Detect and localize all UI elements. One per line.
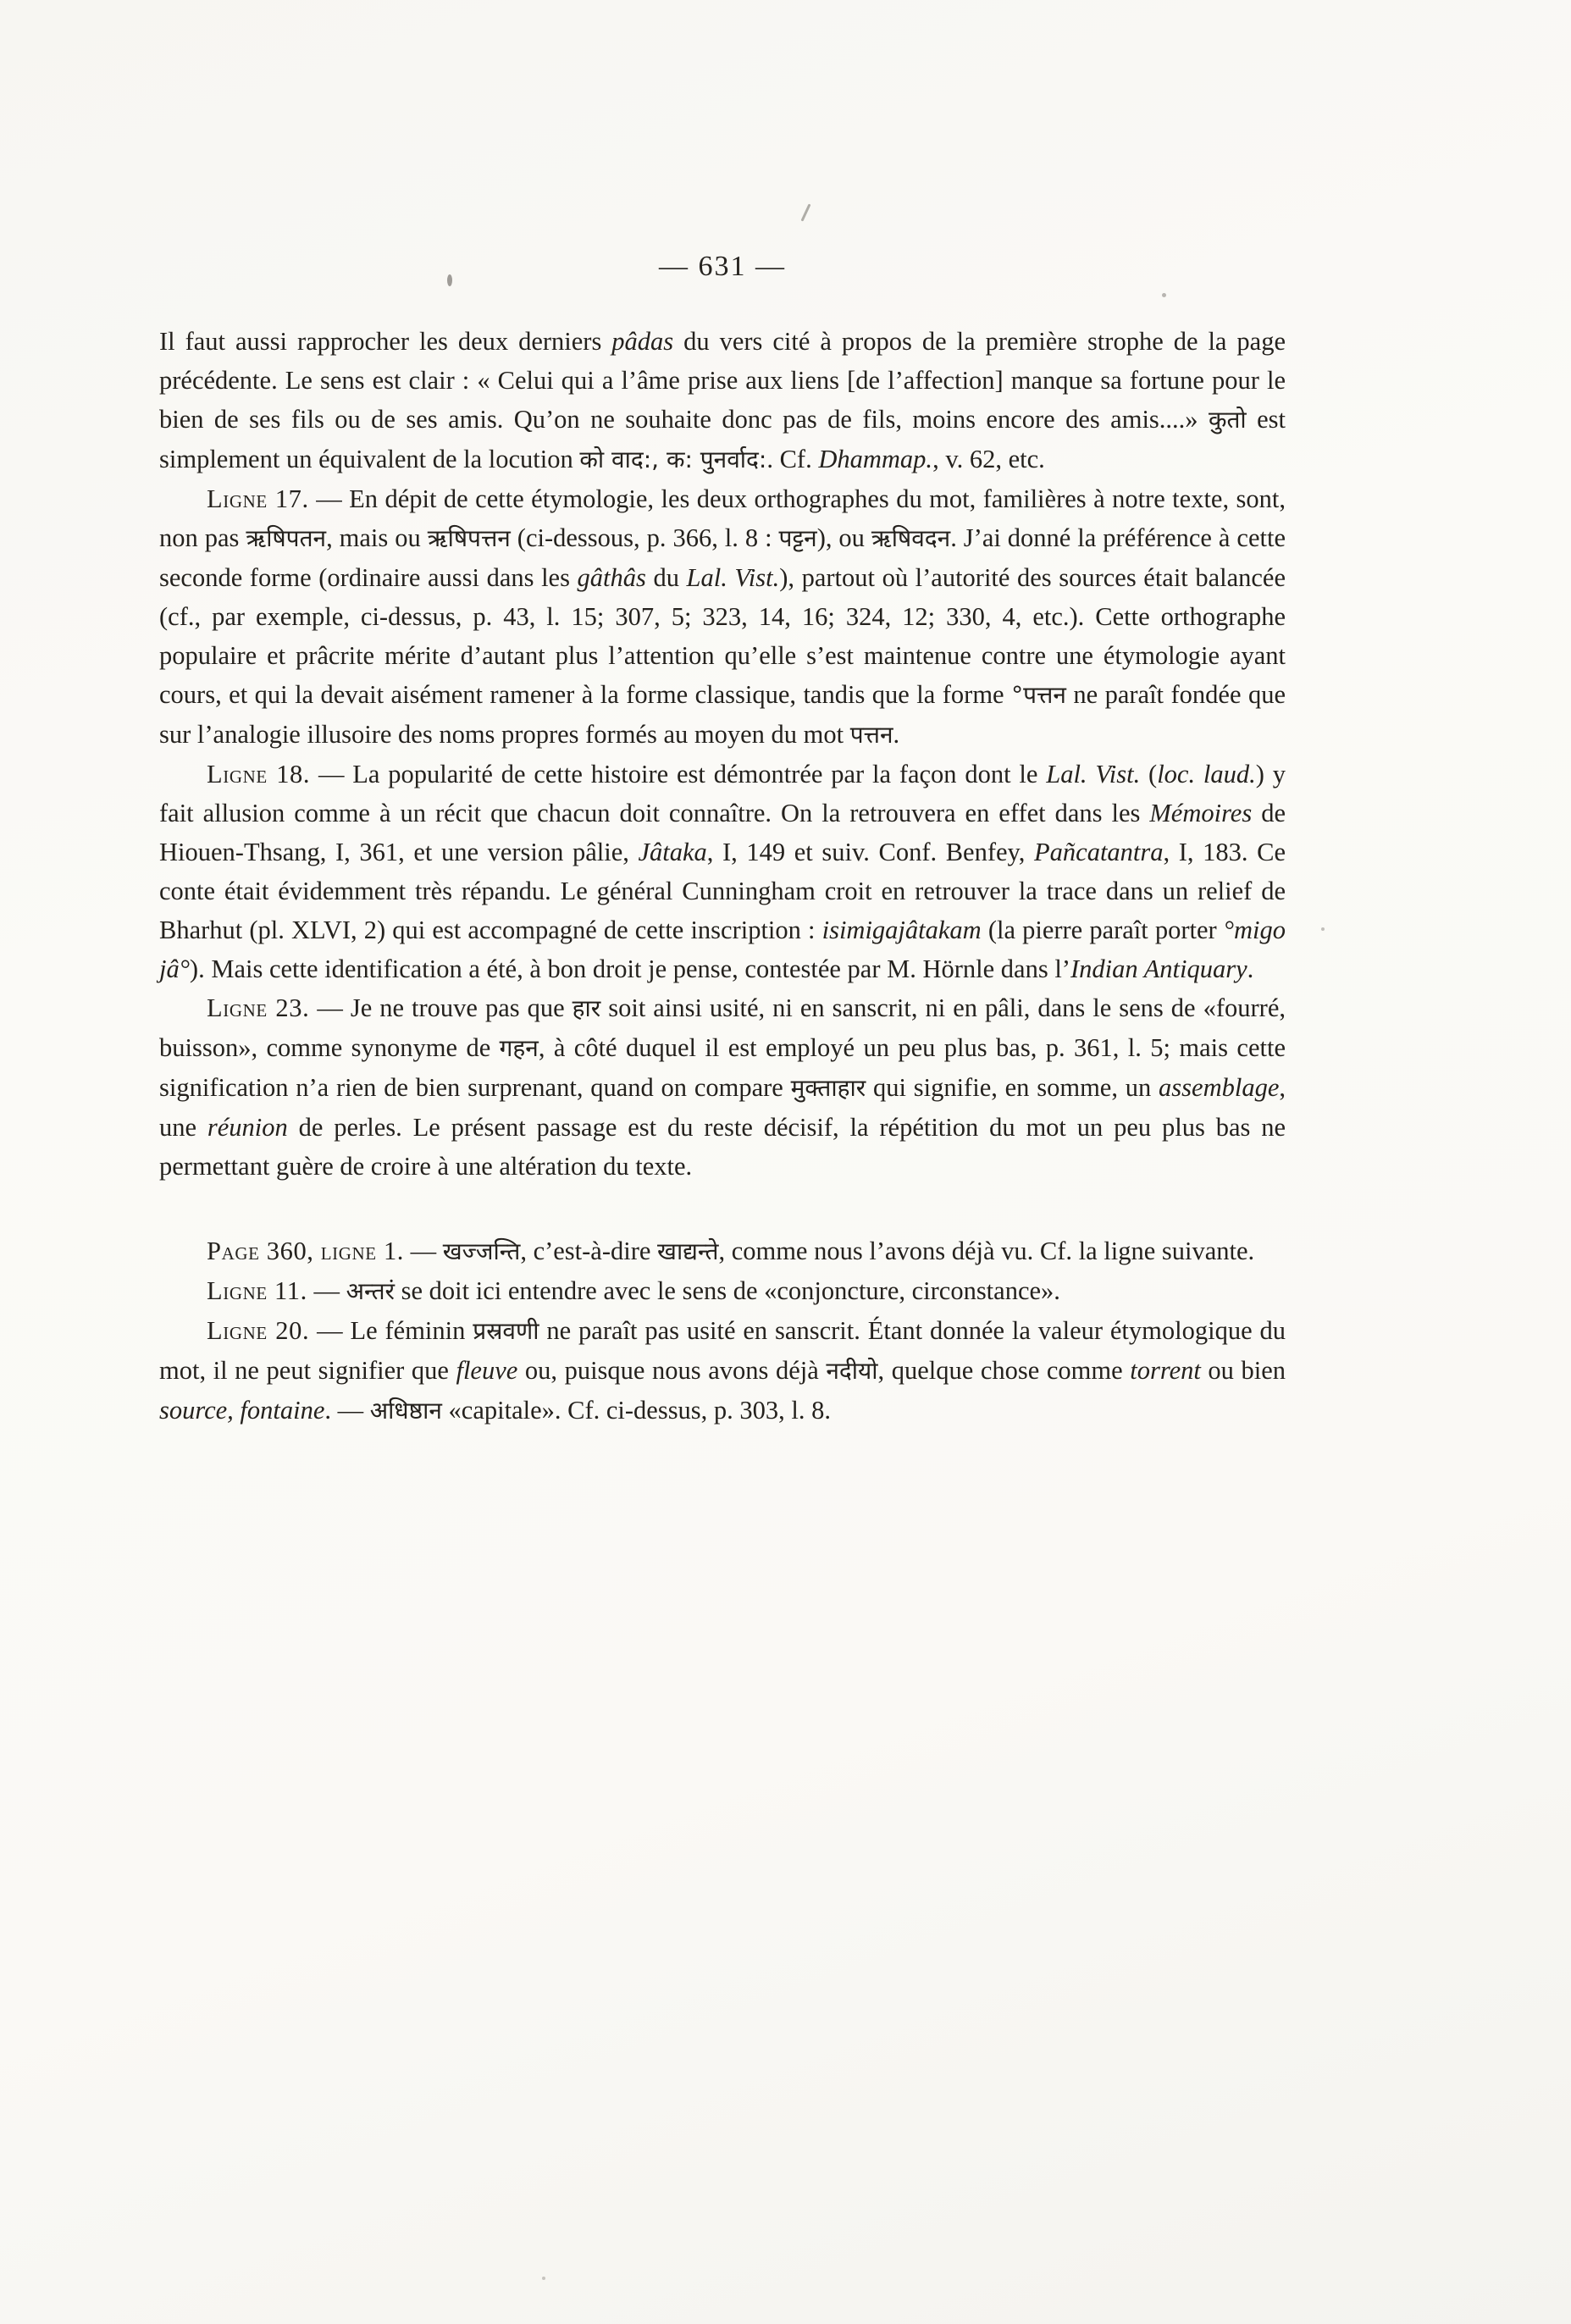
- text-segment: se doit ici entendre avec le sens de «conjoncture, circonstance».: [395, 1276, 1060, 1305]
- italic-term: pâdas: [611, 327, 674, 356]
- para-ligne-11: [159, 1271, 1286, 1311]
- italic-term: loc. laud.: [1157, 760, 1256, 788]
- text-segment: de perles. Le présent passage est du reste décisif, la répétition du mot un peu plus bas ne permettant guère de croire à une altération du texte.: [159, 1113, 1286, 1181]
- italic-term: torrent: [1130, 1356, 1201, 1385]
- text-segment: , c’est-à-dire: [520, 1237, 658, 1265]
- text-segment: — En dépit de cette étymologie, les deux orthographes du mot, familières à notre texte, sont, non pas: [159, 484, 1286, 552]
- text-segment: , mais ou: [326, 523, 428, 552]
- text-segment: «capitale». Cf. ci-dessus, p. 303, l. 8.: [441, 1396, 832, 1425]
- devanagari-term: अधिष्ठान: [369, 1397, 442, 1425]
- text-segment: — Le féminin: [309, 1316, 473, 1345]
- italic-term: source, fontaine: [159, 1396, 325, 1425]
- italic-term: Lal. Vist.: [686, 563, 780, 592]
- italic-term: assemblage: [1159, 1073, 1280, 1102]
- devanagari-term: ऋषिपत्तन: [427, 524, 511, 552]
- text-column: [159, 251, 1286, 1430]
- text-segment: — La popularité de cette histoire est démontrée par la façon dont le: [310, 760, 1047, 788]
- text-segment: , une: [159, 1073, 1286, 1142]
- italic-term: réunion: [207, 1113, 288, 1142]
- text-segment: . Cf.: [766, 445, 819, 473]
- smallcaps-heading: Ligne 23.: [207, 993, 310, 1022]
- para-ligne-23: [159, 988, 1286, 1186]
- para-ligne-18: [159, 755, 1286, 988]
- devanagari-term: अन्तरं: [346, 1277, 395, 1305]
- text-segment: , I, 183. Ce conte était évidemment très répandu. Le général Cunningham croit en retrouver la trace dans un relief de Bharhut (pl. XLVI, 2) qui est accompagné de cette inscription :: [159, 838, 1286, 944]
- devanagari-term: गहन: [499, 1034, 539, 1062]
- text-segment: —: [307, 1276, 346, 1305]
- devanagari-term: कुतो: [1208, 406, 1247, 434]
- scan-speck: [542, 2277, 545, 2280]
- text-segment: ne paraît fondée que sur l’analogie illusoire des noms propres formés au moyen du mot: [159, 680, 1286, 749]
- italic-term: Pañcatantra: [1034, 838, 1164, 866]
- text-segment: ou bien: [1200, 1356, 1286, 1385]
- text-segment: —: [404, 1237, 443, 1265]
- italic-term: gâthâs: [577, 563, 646, 592]
- text-segment: est simplement un équivalent de la locution: [159, 405, 1286, 473]
- italic-term: Dhammap.: [818, 445, 933, 473]
- devanagari-term: खाद्यन्ते: [657, 1237, 719, 1265]
- italic-term: Indian Antiquary: [1070, 955, 1247, 983]
- scan-speck: [800, 203, 810, 221]
- text-segment: qui signifie, en somme, un: [866, 1073, 1159, 1102]
- text-segment: ou, puisque nous avons déjà: [517, 1356, 827, 1385]
- text-segment: ). Mais cette identification a été, à bon droit je pense, contestée par M. Hörnle dans l’: [189, 955, 1070, 983]
- italic-term: Mémoires: [1149, 799, 1253, 827]
- scan-speck: [1321, 927, 1325, 931]
- text-segment: , I, 149 et suiv. Conf. Benfey,: [706, 838, 1035, 866]
- devanagari-term: खज्जन्ति: [442, 1237, 521, 1265]
- text-segment: , comme nous l’avons déjà vu. Cf. la ligne suivante.: [718, 1237, 1255, 1265]
- text-segment: du: [645, 563, 687, 592]
- text-segment: du vers cité à propos de la première strophe de la page précédente. Le sens est clair : « Celui qui a l’âme prise aux liens [de l’affection] manque sa fortune pour le bien de ses fils ou de ses amis. Qu’on ne souhaite donc pas de fils, moins encore des amis....»: [159, 327, 1286, 434]
- italic-term: fleuve: [456, 1356, 518, 1385]
- text-segment: de Hiouen-Thsang, I, 361, et une version pâlie,: [159, 799, 1286, 866]
- page-number: — 631 —: [659, 251, 786, 282]
- text-segment: ), ou: [816, 523, 871, 552]
- italic-term: Jâtaka: [638, 838, 707, 866]
- text-segment: soit ainsi usité, ni en sanscrit, ni en pâli, dans le sens de «fourré, buisson», comme synonyme de: [159, 993, 1286, 1062]
- text-block: [159, 322, 1286, 1430]
- smallcaps-heading: Ligne 11.: [207, 1276, 307, 1305]
- text-segment: .: [893, 720, 900, 749]
- text-segment: . J’ai donné la préférence à cette seconde forme (ordinaire aussi dans les: [159, 523, 1286, 592]
- text-segment: . —: [324, 1396, 370, 1425]
- italic-term: Lal. Vist.: [1046, 760, 1141, 788]
- text-segment: — Je ne trouve pas que: [309, 993, 573, 1022]
- devanagari-term: °पत्तन: [1011, 681, 1066, 709]
- text-segment: ), partout où l’autorité des sources était balancée (cf., par exemple, ci-dessus, p. 43, l. 15; 307, 5; 323, 14, 16; 324, 12; 330, 4, etc.). Cette orthographe populaire et prâcrite mérite d’autant plus l’attention qu’elle s’est maintenue contre une étymologie ayant cours, et qui la devait aisément ramener à la forme classique, tandis que la forme: [159, 563, 1286, 709]
- text-segment: (ci-dessous, p. 366, l. 8 :: [510, 523, 779, 552]
- devanagari-term: ऋषिवदन: [871, 524, 951, 552]
- smallcaps-heading: Ligne 18.: [207, 760, 311, 788]
- text-segment: (la pierre paraît porter: [981, 916, 1224, 944]
- smallcaps-heading: Ligne 20.: [207, 1316, 310, 1345]
- smallcaps-heading: Ligne 17.: [207, 484, 309, 513]
- smallcaps-heading: Page 360, ligne 1.: [207, 1237, 405, 1265]
- text-segment: , à côté duquel il est employé un peu plus bas, p. 361, l. 5; mais cette signification n’a rien de bien surprenant, quand on compare: [159, 1033, 1286, 1102]
- text-segment: , quelque chose comme: [877, 1356, 1131, 1385]
- devanagari-term: हार: [572, 994, 601, 1022]
- para-ligne-17: [159, 479, 1286, 755]
- devanagari-term: पट्टन: [778, 524, 817, 552]
- italic-term: °migo jâ°: [159, 916, 1286, 983]
- para-continuation: [159, 322, 1286, 479]
- text-segment: ne paraît pas usité en sanscrit. Étant donnée la valeur étymologique du mot, il ne peut signifier que: [159, 1316, 1286, 1385]
- text-segment: .: [1247, 955, 1254, 983]
- italic-term: isimigajâtakam: [821, 916, 982, 944]
- devanagari-term: पत्तन: [849, 721, 893, 749]
- devanagari-term: को वाद:, क: पुनर्वाद:: [579, 445, 767, 473]
- para-page-360-ligne-1: [159, 1231, 1286, 1271]
- devanagari-term: प्रस्रवणी: [473, 1317, 539, 1345]
- text-segment: ) y fait allusion comme à un récit que chacun doit connaître. On la retrouvera en effet dans les: [159, 760, 1286, 827]
- para-ligne-20: [159, 1311, 1286, 1430]
- devanagari-term: मुक्ताहार: [790, 1074, 866, 1102]
- devanagari-term: ऋषिपतन: [246, 524, 327, 552]
- devanagari-term: नदीयो: [826, 1357, 878, 1385]
- text-segment: , v. 62, etc.: [932, 445, 1045, 473]
- text-segment: (: [1140, 760, 1158, 788]
- text-segment: Il faut aussi rapprocher les deux derniers: [159, 327, 612, 356]
